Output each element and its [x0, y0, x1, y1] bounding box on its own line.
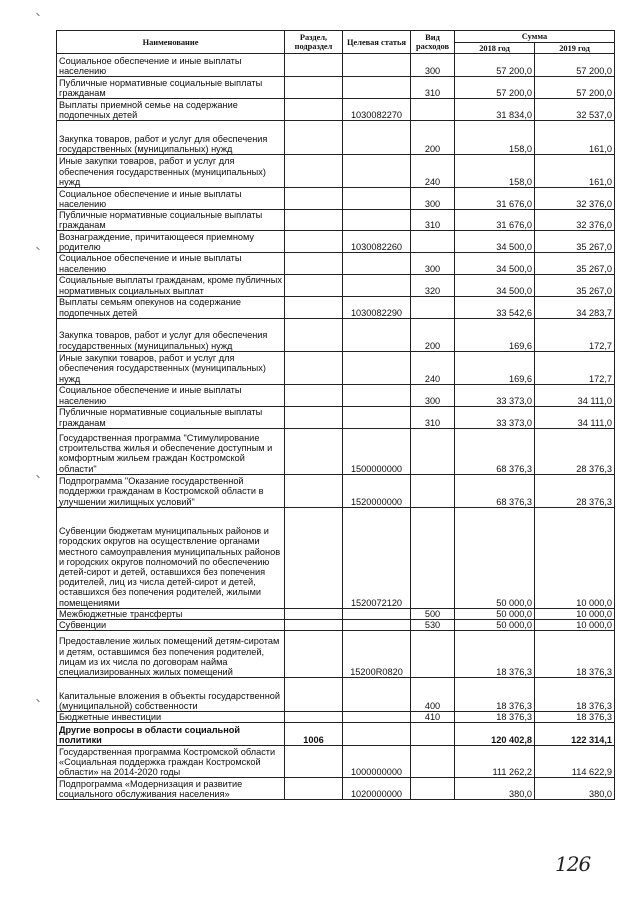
row-sum-2018: 18 376,3 [455, 678, 535, 712]
row-name: Государственная программа Костромской области «Социальная поддержка граждан Костромской области» на 2014-2020 годы [57, 746, 285, 778]
header-year-2018: 2018 год [455, 43, 535, 54]
row-section [285, 474, 343, 507]
header-sum: Сумма [455, 31, 615, 43]
row-sum-2018: 34 500,0 [455, 253, 535, 274]
row-sum-2019: 161,0 [535, 121, 615, 155]
table-row [57, 296, 615, 318]
row-name: Выплаты приемной семье на содержание подопечных детей [57, 99, 285, 121]
row-type: 310 [411, 77, 455, 99]
row-sum-2018: 33 542,6 [455, 296, 535, 318]
row-name: Закупка товаров, работ и услуг для обеспечения государственных (муниципальных) нужд [57, 318, 285, 351]
header-target: Целевая статья [343, 31, 411, 54]
row-section [285, 384, 343, 406]
table-row [57, 351, 615, 384]
row-target [343, 318, 411, 351]
row-name: Выплаты семьям опекунов на содержание подопечных детей [57, 296, 285, 318]
row-name: Социальное обеспечение и иные выплаты населению [57, 384, 285, 406]
row-type: 300 [411, 188, 455, 210]
row-section [285, 296, 343, 318]
row-sum-2019: 18 376,3 [535, 678, 615, 712]
row-type: 320 [411, 274, 455, 296]
row-sum-2019: 122 314,1 [535, 723, 615, 746]
row-section [285, 746, 343, 778]
row-sum-2019: 34 283,7 [535, 296, 615, 318]
row-sum-2018: 31 834,0 [455, 99, 535, 121]
row-section [285, 188, 343, 210]
row-name: Социальные выплаты гражданам, кроме публичных нормативных социальных выплат [57, 274, 285, 296]
row-section [285, 507, 343, 608]
row-sum-2019: 35 267,0 [535, 253, 615, 274]
table-row [57, 428, 615, 474]
row-section [285, 351, 343, 384]
header-year-2019: 2019 год [535, 43, 615, 54]
table-row [57, 406, 615, 428]
row-type: 300 [411, 54, 455, 77]
row-type [411, 778, 455, 800]
row-name: Социальное обеспечение и иные выплаты населению [57, 54, 285, 77]
row-sum-2018: 68 376,3 [455, 474, 535, 507]
row-sum-2019: 35 267,0 [535, 231, 615, 253]
row-sum-2018: 380,0 [455, 778, 535, 800]
row-target [343, 210, 411, 231]
row-target [343, 54, 411, 77]
row-type: 200 [411, 318, 455, 351]
row-sum-2019: 57 200,0 [535, 54, 615, 77]
budget-document [56, 30, 614, 800]
row-target [343, 678, 411, 712]
row-sum-2018: 68 376,3 [455, 428, 535, 474]
table-row [57, 77, 615, 99]
table-row [57, 608, 615, 619]
row-section [285, 155, 343, 188]
budget-table [56, 30, 615, 800]
row-name: Закупка товаров, работ и услуг для обеспечения государственных (муниципальных) нужд [57, 121, 285, 155]
row-target [343, 620, 411, 631]
table-row [57, 631, 615, 678]
row-name: Предоставление жилых помещений детям-сиротам и детям, оставшимся без попечения родителей, лицам из их числа по договорам найма специализированных жилых помещений [57, 631, 285, 678]
row-sum-2019: 114 622,9 [535, 746, 615, 778]
row-type: 310 [411, 210, 455, 231]
row-target [343, 723, 411, 746]
row-sum-2019: 161,0 [535, 155, 615, 188]
row-sum-2018: 50 000,0 [455, 620, 535, 631]
row-name: Субвенции бюджетам муниципальных районов и городских округов на осуществление органами местного самоуправления муниципальных районов и городских округов полномочий по обеспечению детей-сирот и детей, оставшихся без попечения родителей, лиц из числа детей-сирот и детей, оставшихся без попечения родителей, жилыми помещениями [57, 507, 285, 608]
row-section [285, 608, 343, 619]
row-sum-2019: 172,7 [535, 318, 615, 351]
row-sum-2018: 34 500,0 [455, 231, 535, 253]
row-type [411, 99, 455, 121]
table-row [57, 384, 615, 406]
row-sum-2019: 10 000,0 [535, 620, 615, 631]
row-sum-2018: 50 000,0 [455, 507, 535, 608]
row-name: Другие вопросы в области социальной политики [57, 723, 285, 746]
row-target [343, 608, 411, 619]
table-row [57, 253, 615, 274]
row-name: Субвенции [57, 620, 285, 631]
row-section [285, 210, 343, 231]
row-type [411, 746, 455, 778]
margin-mark [36, 475, 40, 479]
row-target [343, 77, 411, 99]
row-type [411, 631, 455, 678]
row-section [285, 253, 343, 274]
row-sum-2018: 169,6 [455, 351, 535, 384]
row-sum-2018: 33 373,0 [455, 384, 535, 406]
row-type: 530 [411, 620, 455, 631]
row-sum-2018: 18 376,3 [455, 712, 535, 723]
table-row [57, 712, 615, 723]
handwritten-page-number: 126 [555, 852, 591, 876]
table-row [57, 188, 615, 210]
row-name: Социальное обеспечение и иные выплаты населению [57, 188, 285, 210]
table-row [57, 121, 615, 155]
row-name: Публичные нормативные социальные выплаты гражданам [57, 77, 285, 99]
row-type [411, 428, 455, 474]
row-sum-2019: 57 200,0 [535, 77, 615, 99]
row-target: 1500000000 [343, 428, 411, 474]
table-row [57, 507, 615, 608]
table-row [57, 210, 615, 231]
row-name: Социальное обеспечение и иные выплаты населению [57, 253, 285, 274]
row-type: 240 [411, 351, 455, 384]
row-section [285, 318, 343, 351]
row-section [285, 712, 343, 723]
table-row [57, 155, 615, 188]
row-type: 410 [411, 712, 455, 723]
row-sum-2018: 158,0 [455, 121, 535, 155]
row-target [343, 712, 411, 723]
row-name: Подпрограмма «Модернизация и развитие социального обслуживания населения» [57, 778, 285, 800]
row-name: Межбюджетные трансферты [57, 608, 285, 619]
table-row [57, 54, 615, 77]
row-name: Капитальные вложения в объекты государственной (муниципальной) собственности [57, 678, 285, 712]
row-target: 1030082290 [343, 296, 411, 318]
row-sum-2019: 10 000,0 [535, 507, 615, 608]
table-row [57, 723, 615, 746]
row-sum-2019: 34 111,0 [535, 406, 615, 428]
table-row [57, 231, 615, 253]
row-section [285, 620, 343, 631]
row-sum-2018: 169,6 [455, 318, 535, 351]
margin-mark [36, 13, 40, 17]
row-sum-2019: 32 376,0 [535, 188, 615, 210]
row-name: Публичные нормативные социальные выплаты гражданам [57, 406, 285, 428]
row-section [285, 54, 343, 77]
header-section: Раздел, подраздел [285, 31, 343, 54]
row-name: Вознаграждение, причитающееся приемному родителю [57, 231, 285, 253]
row-type: 310 [411, 406, 455, 428]
row-section [285, 231, 343, 253]
row-name: Бюджетные инвестиции [57, 712, 285, 723]
row-type [411, 474, 455, 507]
row-sum-2019: 32 537,0 [535, 99, 615, 121]
table-row [57, 746, 615, 778]
header-type: Вид расходов [411, 31, 455, 54]
row-target: 1520000000 [343, 474, 411, 507]
row-name: Иные закупки товаров, работ и услуг для обеспечения государственных (муниципальных) нужд [57, 351, 285, 384]
row-sum-2019: 10 000,0 [535, 608, 615, 619]
row-target [343, 274, 411, 296]
row-sum-2018: 57 200,0 [455, 54, 535, 77]
row-target: 1000000000 [343, 746, 411, 778]
row-section [285, 631, 343, 678]
row-sum-2018: 120 402,8 [455, 723, 535, 746]
row-section [285, 406, 343, 428]
row-sum-2018: 50 000,0 [455, 608, 535, 619]
row-sum-2018: 57 200,0 [455, 77, 535, 99]
row-sum-2019: 18 376,3 [535, 631, 615, 678]
row-type [411, 507, 455, 608]
table-row [57, 778, 615, 800]
row-sum-2018: 18 376,3 [455, 631, 535, 678]
row-sum-2019: 380,0 [535, 778, 615, 800]
row-name: Подпрограмма "Оказание государственной поддержки гражданам в Костромской области в улучшении жилищных условий" [57, 474, 285, 507]
row-target: 1030082270 [343, 99, 411, 121]
row-sum-2019: 172,7 [535, 351, 615, 384]
row-section [285, 77, 343, 99]
row-type [411, 723, 455, 746]
row-type: 200 [411, 121, 455, 155]
row-section [285, 678, 343, 712]
table-row [57, 620, 615, 631]
row-type [411, 231, 455, 253]
table-row [57, 678, 615, 712]
table-row [57, 318, 615, 351]
row-name: Публичные нормативные социальные выплаты гражданам [57, 210, 285, 231]
row-sum-2019: 28 376,3 [535, 428, 615, 474]
row-sum-2019: 35 267,0 [535, 274, 615, 296]
row-sum-2019: 34 111,0 [535, 384, 615, 406]
row-sum-2018: 111 262,2 [455, 746, 535, 778]
row-type: 400 [411, 678, 455, 712]
table-row [57, 474, 615, 507]
row-target: 1020000000 [343, 778, 411, 800]
margin-mark [36, 699, 40, 703]
row-sum-2018: 31 676,0 [455, 210, 535, 231]
row-target: 1030082260 [343, 231, 411, 253]
header-name: Наименование [57, 31, 285, 54]
table-row [57, 274, 615, 296]
row-sum-2019: 28 376,3 [535, 474, 615, 507]
row-target: 15200R0820 [343, 631, 411, 678]
row-name: Государственная программа "Стимулирование строительства жилья и обеспечение доступным и комфортным жильем граждан Костромской области" [57, 428, 285, 474]
margin-mark [36, 247, 40, 251]
budget-rows [57, 54, 615, 800]
row-type: 300 [411, 253, 455, 274]
row-target [343, 253, 411, 274]
row-target [343, 406, 411, 428]
row-target [343, 121, 411, 155]
row-type: 300 [411, 384, 455, 406]
row-type [411, 296, 455, 318]
row-target [343, 384, 411, 406]
row-section: 1006 [285, 723, 343, 746]
row-section [285, 99, 343, 121]
row-target: 1520072120 [343, 507, 411, 608]
row-target [343, 188, 411, 210]
row-type: 240 [411, 155, 455, 188]
row-section [285, 778, 343, 800]
row-section [285, 121, 343, 155]
row-sum-2018: 158,0 [455, 155, 535, 188]
row-sum-2019: 32 376,0 [535, 210, 615, 231]
row-target [343, 351, 411, 384]
row-sum-2018: 33 373,0 [455, 406, 535, 428]
row-section [285, 274, 343, 296]
row-section [285, 428, 343, 474]
row-sum-2019: 18 376,3 [535, 712, 615, 723]
row-sum-2018: 34 500,0 [455, 274, 535, 296]
row-name: Иные закупки товаров, работ и услуг для обеспечения государственных (муниципальных) нужд [57, 155, 285, 188]
row-sum-2018: 31 676,0 [455, 188, 535, 210]
row-target [343, 155, 411, 188]
table-row [57, 99, 615, 121]
row-type: 500 [411, 608, 455, 619]
